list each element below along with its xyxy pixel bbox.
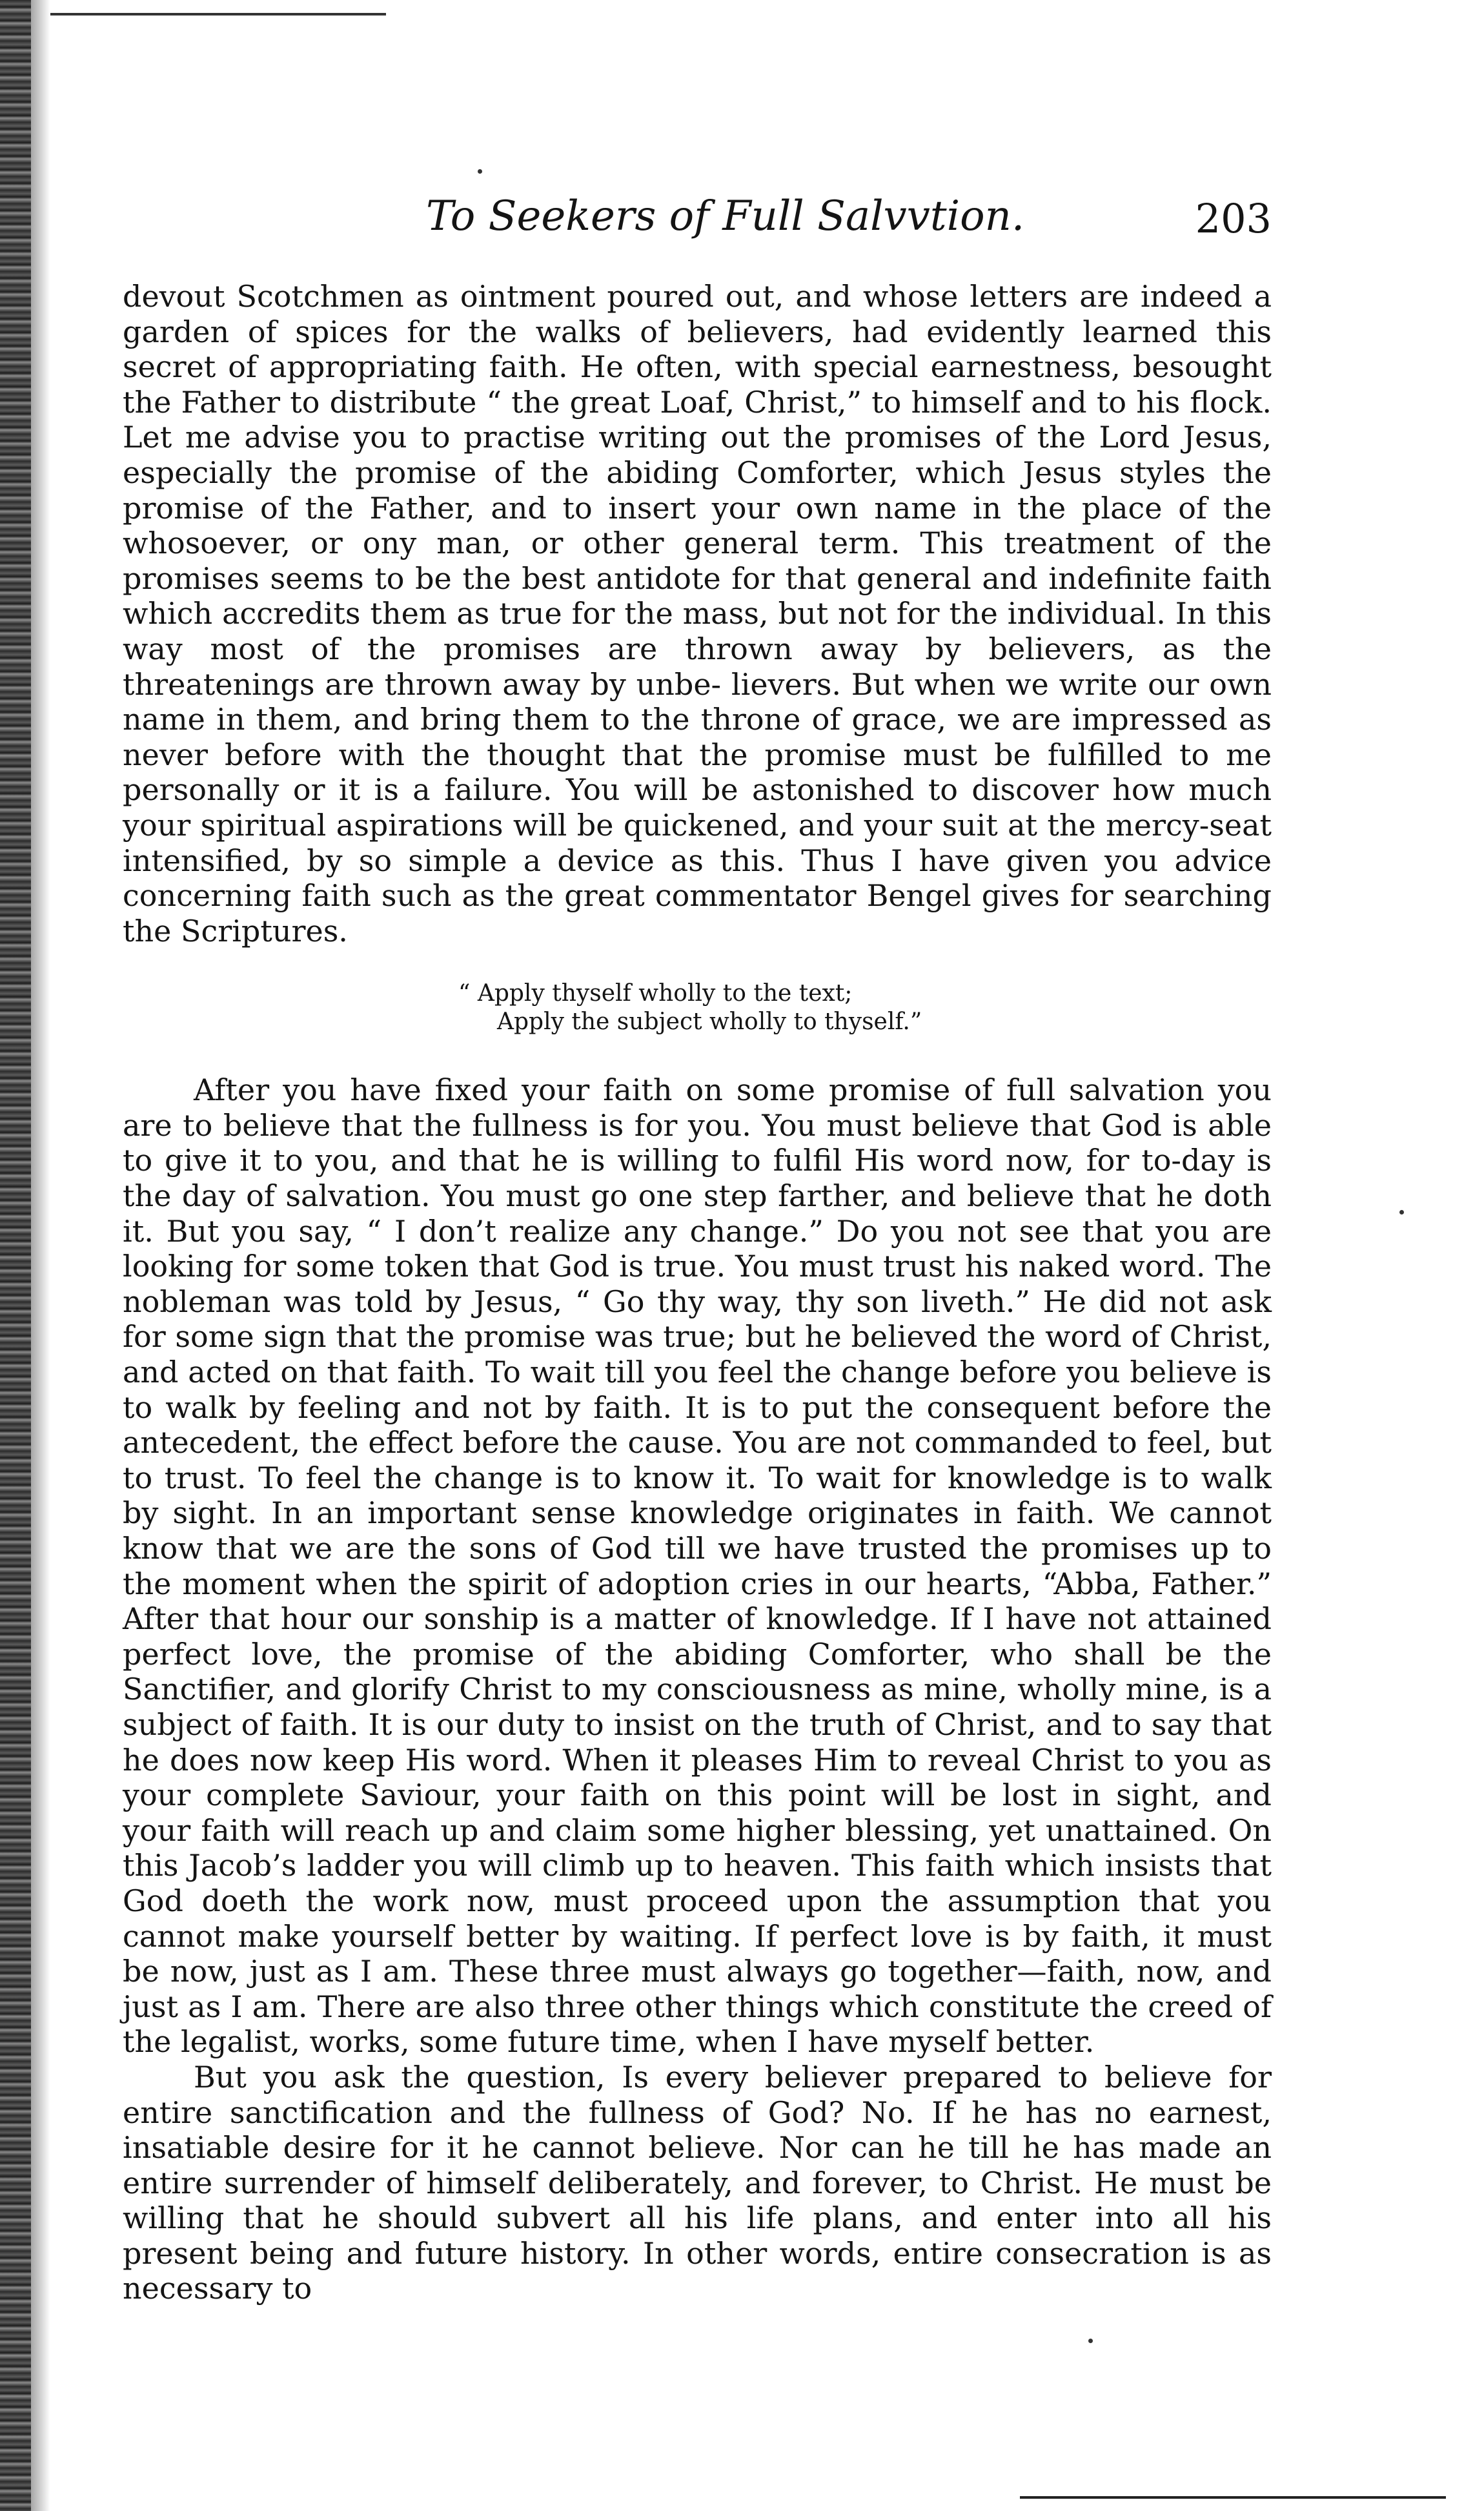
top-edge-rule	[50, 13, 386, 15]
print-speck	[478, 169, 482, 174]
print-speck	[1088, 2339, 1093, 2343]
paragraph-1: devout Scotchmen as ointment poured out, and whose letters are indeed a garden of spices for the walks of believers, had evidently learned this secret of appropriating faith. He often, with special earnestness, besought the Father to distribute “ the great Loaf, Christ,” to himself and to his flock. Let me advise you to practise writing out the promises of the Lord Jesus, especially the promise of the abiding Comforter, which Jesus styles the promise of the Father, and to insert your own name in the place of the whosoever, or ony man, or other general term. This treatment of the promises seems to be the best antidote for that general and indefinite faith which accredits them as true for the mass, but not for the individual. In this way most of the promises are thrown away by believers, as the threatenings are thrown away by unbe- lievers. But when we write our own name in them, and bring them to the throne of grace, we are impressed as never before with the thought that the promise must be fulfilled to me personally or it is a failure. You will be astonished to discover how much your spiritual aspirations will be quickened, and your suit at the mercy-seat intensified, by so simple a device as this. Thus I have given you advice concerning faith such as the great commentator Bengel gives for searching the Scriptures.	[123, 279, 1272, 948]
bengel-quotation	[123, 979, 1272, 1036]
bottom-edge-rule	[1020, 2496, 1446, 2499]
page-number: 203	[1195, 195, 1272, 242]
binding-shadow	[31, 0, 50, 2511]
paragraph-2: After you have fixed your faith on some promise of full salvation you are to believe that the fullness is for you. You must believe that God is able to give it to you, and that he is willing to fulfil His word now, for to-day is the day of salvation. You must go one step farther, and believe that he doth it. But you say, “ I don’t realize any change.” Do you not see that you are looking for some token that God is true. You must trust his naked word. The nobleman was told by Jesus, “ Go thy way, thy son liveth.” He did not ask for some sign that the promise was true; but he believed the word of Christ, and acted on that faith. To wait till you feel the change before you believe is to walk by feeling and not by faith. It is to put the consequent before the antecedent, the effect before the cause. You are not commanded to feel, but to trust. To feel the change is to know it. To wait for knowledge is to walk by sight. In an important sense knowledge originates in faith. We cannot know that we are the sons of God till we have trusted the promises up to the moment when the spirit of adoption cries in our hearts, “Abba, Father.” After that hour our sonship is a matter of knowledge. If I have not attained perfect love, the promise of the abiding Comforter, who shall be the Sanctifier, and glorify Christ to my consciousness as mine, wholly mine, is a subject of faith. It is our duty to insist on the truth of Christ, and to say that he does now keep His word. When it pleases Him to reveal Christ to you as your complete Saviour, your faith on this point will be lost in sight, and your faith will reach up and claim some higher blessing, yet unattained. On this Jacob’s ladder you will climb up to heaven. This faith which insists that God doeth the work now, must proceed upon the assumption that you cannot make yourself better by waiting. If perfect love is by faith, it must be now, just as I am. These three must always go together—faith, now, and just as I am. There are also three other things which constitute the creed of the legalist, works, some future time, when I have myself better.	[123, 1072, 1272, 2060]
paragraph-3: But you ask the question, Is every believer prepared to believe for entire sanctification and the fullness of God? No. If he has no earnest, insatiable desire for it he cannot believe. Nor can he till he has made an entire surrender of himself deliberately, and forever, to Christ. He must be willing that he should subvert all his life plans, and enter into all his present being and future history. In other words, entire consecration is as necessary to	[123, 2059, 1272, 2306]
running-head: To Seekers of Full Salvvtion.	[426, 192, 1025, 240]
quote-line-1: “ Apply thyself wholly to the text;	[458, 980, 853, 1007]
body-text	[123, 279, 1272, 2306]
page-header	[123, 192, 1272, 263]
book-binding-edge	[0, 0, 31, 2511]
print-speck	[1399, 1210, 1404, 1215]
quote-line-2: Apply the subject wholly to thyself.”	[497, 1009, 922, 1036]
